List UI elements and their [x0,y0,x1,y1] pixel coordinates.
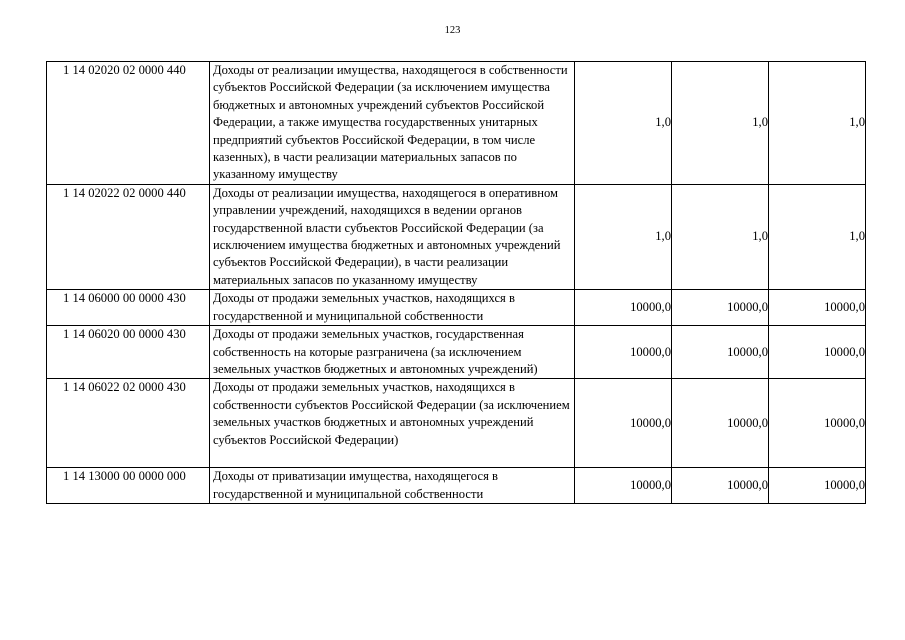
value-cell-year-2: 1,0 [672,184,769,289]
description-cell: Доходы от реализации имущества, находящегося в оперативном управлении учреждений, находящихся в ведении органов государственной власти субъектов Российской Федерации (за исключением имущества бюджетных и автономных учреждений субъектов Российской Федерации), в части реализации материальных запасов по указанному имуществу [210,184,575,289]
table-row [47,290,866,326]
description-cell: Доходы от реализации имущества, находящегося в собственности субъектов Российской Федерации (за исключением имущества бюджетных и автономных учреждений субъектов Российской Федерации, а также имущества государственных унитарных предприятий субъектов Российской Федерации, в том числе казенных), в части реализации материальных запасов по указанному имуществу [210,62,575,185]
value-cell-year-2: 10000,0 [672,326,769,379]
value-cell-year-2: 1,0 [672,62,769,185]
value-cell-year-1: 10000,0 [575,326,672,379]
budget-code: 1 14 06022 02 0000 430 [63,380,186,395]
description-cell: Доходы от продажи земельных участков, государственная собственность на которые разграничена (за исключением земельных участков бюджетных и автономных учреждений) [210,326,575,379]
table-row [47,184,866,289]
value-cell-year-3: 10000,0 [769,468,866,504]
value-cell-year-3: 10000,0 [769,326,866,379]
value-cell-year-3: 1,0 [769,62,866,185]
budget-code-cell [47,326,210,379]
value-cell-year-1: 10000,0 [575,379,672,468]
budget-code-cell [47,290,210,326]
value-cell-year-2: 10000,0 [672,468,769,504]
revenue-table [46,61,866,504]
value-cell-year-1: 1,0 [575,62,672,185]
table-row [47,62,866,185]
description-cell: Доходы от приватизации имущества, находящегося в государственной и муниципальной собственности [210,468,575,504]
value-cell-year-1: 10000,0 [575,290,672,326]
budget-code-cell [47,62,210,185]
budget-code: 1 14 13000 00 0000 000 [63,469,186,484]
page-number: 123 [444,25,461,36]
value-cell-year-3: 10000,0 [769,290,866,326]
budget-code-cell [47,184,210,289]
value-cell-year-3: 1,0 [769,184,866,289]
value-cell-year-1: 10000,0 [575,468,672,504]
budget-code: 1 14 06000 00 0000 430 [63,291,186,306]
budget-code-cell [47,468,210,504]
value-cell-year-1: 1,0 [575,184,672,289]
description-cell: Доходы от продажи земельных участков, находящихся в собственности субъектов Российской Федерации (за исключением земельных участков бюджетных и автономных учреждений субъектов Российской Федерации) [210,379,575,468]
budget-code: 1 14 06020 00 0000 430 [63,327,186,342]
description-cell: Доходы от продажи земельных участков, находящихся в государственной и муниципальной собственности [210,290,575,326]
table-row [47,468,866,504]
budget-code-cell [47,379,210,468]
value-cell-year-3: 10000,0 [769,379,866,468]
value-cell-year-2: 10000,0 [672,379,769,468]
table-row [47,326,866,379]
budget-code: 1 14 02022 02 0000 440 [63,185,186,200]
table-row [47,379,866,468]
budget-code: 1 14 02020 02 0000 440 [63,63,186,77]
value-cell-year-2: 10000,0 [672,290,769,326]
